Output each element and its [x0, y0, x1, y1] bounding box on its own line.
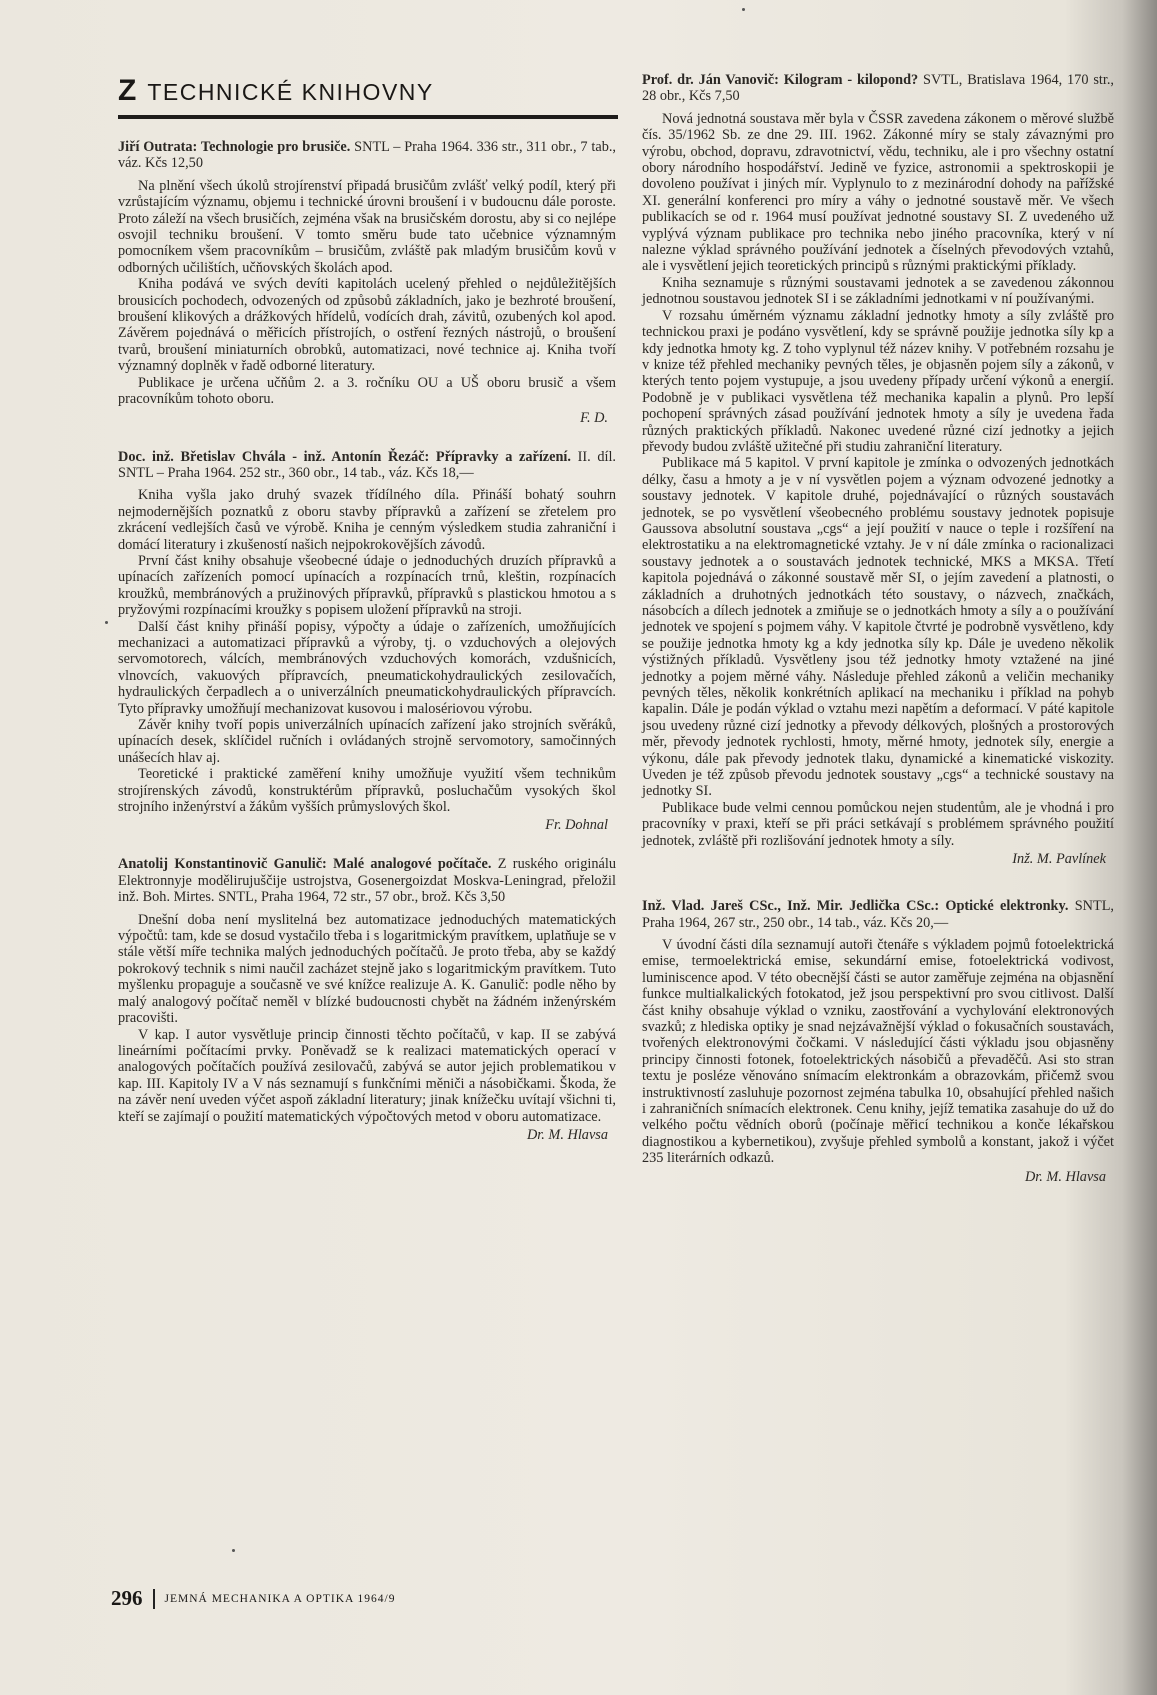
journal-name: JEMNÁ MECHANIKA A OPTIKA 1964/9	[164, 1592, 396, 1605]
review-signature: Fr. Dohnal	[545, 817, 608, 834]
review-publication-info: SVTL, Bratislava 1964, 170 str., 28 obr., Kčs 7,50	[642, 72, 1114, 105]
review-opticke-elektronky	[642, 898, 1114, 1186]
title-rule	[118, 115, 618, 119]
paragraph: Další část knihy přináší popisy, výpočty a údaje o zařízeních, umožňujících mechanizaci a automatizaci přípravků a výroby, tj. o vzduchových a olejových servomotorech, válcích, membránových vzduchových komorách, vzdušnicích, vlnovcích, vakuových přípravcích, pneumatickohydraulických zesilovačích, hydraulických čerpadlech a o univerzálních pneumatickohydraulických přípravcích. Tyto přípravky umožňují mechanizovat kusovou i malosériovou výrobu.	[118, 618, 616, 717]
review-bibliography	[642, 898, 1114, 931]
review-body	[642, 937, 1114, 1167]
review-body	[118, 487, 616, 815]
review-bibliography	[118, 449, 616, 482]
review-bibliography	[118, 856, 616, 905]
review-heading: Anatolij Konstantinovič Ganulič: Malé analogové počítače.	[118, 856, 492, 873]
print-speck	[232, 1549, 235, 1552]
section-title-initial: Z	[118, 74, 138, 107]
paragraph: Kniha seznamuje s různými soustavami jednotek a se zavedenou zákonnou jednotnou soustavou jednotek SI i se základními jednotkami v ní používanými.	[642, 274, 1114, 308]
review-heading: Jiří Outrata: Technologie pro brusiče.	[118, 139, 351, 155]
review-heading: Doc. inž. Břetislav Chvála - inž. Antonín Řezáč: Přípravky a zařízení.	[118, 448, 571, 465]
review-body	[118, 178, 616, 408]
review-publication-info: II. díl. SNTL – Praha 1964. 252 str., 360 obr., 14 tab., váz. Kčs 18,—	[118, 448, 616, 481]
review-brusice	[118, 139, 616, 427]
paragraph: Kniha vyšla jako druhý svazek třídílného díla. Přináší bohatý souhrn nejmodernějších poznatků z oboru stavby přípravků a zařízení se zřetelem pro zkrácení vedlejších časů ve výrobě. Kniha je cenným výsledkem studia zahraniční i domácí literatury i zkušeností našich nejpokrokovějších závodů.	[118, 487, 616, 553]
review-signature: Inž. M. Pavlínek	[1012, 851, 1106, 868]
review-analogove-pocitace	[118, 856, 616, 1144]
page-number: 296	[111, 1586, 143, 1610]
paragraph: V úvodní části díla seznamují autoři čtenáře s výkladem pojmů fotoelektrická emise, termoelektrická emise, sekundární emise, fotoelektrická vodivost, luminiscence apod. V této obecnější části se autor zaměřuje zejména na objasnění funkce multialkalických fotokatod, jež jsou perspektivní pro svou citlivost. Další část knihy obsahuje výklad o vzniku, zaostřování a vychylování elektronových svazků; z hlediska optiky je snad nejzávažnější výklad o fokusačních soustavách, tvořených elektronovými čočkami. V následující části výkladu jsou objasněny principy činnosti fotonek, fotoelektrických násobičů a převaděčů. Asi sto stran textu je posléze věnováno snímacím elektronkám a obrazovkám, přičemž svou instruktivností zasluhuje pozornost zejména tabulka 10, obsahující přehled našich i zahraničních snímacích elektronek. Cenu knihy, jejíž tematika zasahuje do už do velkého počtu vědních oborů (počínaje měřicí technikou a konče lékařskou diagnostikou a kybernetikou), zvyšuje přehled symbolů a konstant, jakož i výčet 235 literárních odkazů.	[642, 936, 1114, 1167]
left-column	[118, 72, 616, 1166]
review-body	[642, 111, 1114, 849]
section-title-text: TECHNICKÉ KNIHOVNY	[147, 79, 434, 105]
paragraph: Publikace má 5 kapitol. V první kapitole je zmínka o odvozených jednotkách délky, času a hmoty a je v ní vysvětlen pojem a význam odvozené jednotky a soustavy jednotek. V kapitole druhé, pojednávající o různých soustavách jednotek, se po vysvětlení všeobecného problému soustavy jednotek popisuje Gaussova absolutní soustava „cgs“ a její použití v nauce o teple i rozšíření na elektrostatiku a na elektromagnetické vztahy. Je v ní dále zmínka o racionalizaci soustavy jednotek a o soustavách jednotek technické, MKS a MKSA. Třetí kapitola pojednává o zákonné soustavě měr SI, o jejím zavedení a platnosti, o základních a druhotných jednotkách této soustavy, o názvech, značkách, násobcích a dílech jednotek a zmiňuje se o jednotkách hmoty a síly a o používání jednotek ve spojení s pojmem váhy. V kapitole čtvrté je podrobně vysvětleno, kdy se použije jednotka hmoty kg a kdy jednotka síly kp. Dále je uvedeno několik výstižných příkladů. Vysvětleny jsou též jednotky hmoty vztažené na jiné jednotky a pojem měrné váhy. Následuje přehled zákonů a veličin mechaniky pevných těles, několik konkrétních aplikací na mechaniku i příklad na pohyb kapalin. Dále je podán výklad o vztahu mezi napětím a deformací. V páté kapitole jsou uvedeny různé cizí jednotky a převody délkových, plošných a prostorových měr, převody jednotek rychlosti, hmoty, měrné hmoty, jednotek síly, energie a výkonu, dále pak převody jednotek tlaku, dynamické a kinematické viskozity. Uveden je též způsob převodu jednotek soustavy „cgs“ a technické soustavy na jednotky SI.	[642, 455, 1114, 800]
paragraph: Teoretické i praktické zaměření knihy umožňuje využití všem technikům strojírenských závodů, konstruktérům přípravků, posluchačům vysokých škol strojního inženýrství a žákům vyšších průmyslových škol.	[118, 766, 616, 816]
paragraph: Na plnění všech úkolů strojírenství připadá brusičům zvlášť velký podíl, který při vzrůstajícím významu, objemu i technické úrovni broušení i v budoucnu dále poroste. Proto záleží na všech brusičích, zejména však na brusičském dorostu, aby si co nejlépe osvojil techniku broušení. V tomto směru bude tato učebnice významným pomocníkem všem pracovníkům – brusičům, zvláště pak mladým brusičům kovů v odborných učilištích, učňovských školách apod.	[118, 177, 616, 276]
paragraph: Publikace je určena učňům 2. a 3. ročníku OU a UŠ oboru brusič a všem pracovníkům tohoto oboru.	[118, 374, 616, 408]
review-bibliography	[642, 72, 1114, 105]
review-kilogram-kilopond	[642, 72, 1114, 868]
print-speck	[742, 8, 745, 11]
right-column	[642, 72, 1114, 1208]
paragraph: Nová jednotná soustava měr byla v ČSSR zavedena zákonem o měrové službě čís. 35/1962 Sb. ze dne 29. III. 1962. Zákonné míry se staly závaznými pro výrobu, obchod, dopravu, zdravotnictví, vědu, techniku, ale i pro všechny ostatní obory národního hospodářství. Jedině ve fyzice, astronomii a spektroskopii je dovoleno používat i jiných mír. Vyplynulo to z mezinárodní dohody na pařížské XI. generální konferenci pro míry a váhy o jednotné soustavě měr. Ve všech publikacích se od r. 1964 musí používat jednotné soustavy SI. Z uvedeného už vyplývá význam publikace pro technika nebo jiného pracovníka, který v ní nalezne výklad správného používání jednotek a číselných převodových vztahů, ale i vysvětlení jejich teoretických principů s různými praktickými příklady.	[642, 110, 1114, 275]
section-title	[118, 74, 616, 107]
review-signature: Dr. M. Hlavsa	[526, 1126, 608, 1143]
review-body	[118, 912, 616, 1125]
paragraph: Kniha podává ve svých devíti kapitolách ucelený přehled o nejdůležitějších brousicích pochodech, odvozených od způsobů základních, jako je bezhroté broušení, broušení klikových a drážkových hřídelů, vodících drah, závitů, ozubených kol apod. Závěrem pojednává o měřicích přístrojích, o ostření řezných nástrojů, o broušení tvarů, broušení miniaturních obrobků, automatizaci, nové technice aj. Kniha tvoří významný doplněk v řadě odborné literatury.	[118, 276, 616, 375]
review-publication-info: Z ruského originálu Elektronnyje modělirujuščije ustrojstva, Gosenergoizdat Moskva-Leningrad, přeložil inž. Boh. Mirtes. SNTL, Praha 1964, 72 str., 57 obr., brož. Kčs 3,50	[118, 856, 616, 906]
review-publication-info: SNTL, Praha 1964, 267 str., 250 obr., 14 tab., váz. Kčs 20,—	[642, 898, 1115, 931]
review-heading: Prof. dr. Ján Vanovič: Kilogram - kilopond?	[642, 72, 919, 88]
review-signature: Dr. M. Hlavsa	[1024, 1168, 1106, 1185]
paragraph: V rozsahu úměrném významu základní jednotky hmoty a síly zvláště pro technickou praxi je podáno vysvětlení, kdy se správně použije jednotka síly kp a kdy jednotka hmoty kg. Z toho vyplynul též název knihy. V potřebném rozsahu je v knize též přehled mechaniky pevných těles, je objasněn pojem síly a zákonů, v kterých tento pojem vystupuje, a jsou uvedeny případy určení výkonů a energií. Podobně je v publikaci vysvětlena též mechanika kapalin a plynů. Pro lepší pochopení správných zásad používání jednotek hmoty a síly je uvedena řada různých praktických příkladů. Nakonec uvedené různé cizí jednotky a jejich převody budou zvláště užitečné při studiu zahraniční literatury.	[642, 307, 1114, 455]
review-bibliography	[118, 139, 616, 172]
review-pripravky	[118, 449, 616, 835]
footer-divider	[153, 1589, 155, 1609]
paragraph: Závěr knihy tvoří popis univerzálních upínacích zařízení jako strojních svěráků, upínacích desek, sklíčidel ručních i ovládaných strojně servomotory, samočinných unášecích hlav aj.	[118, 717, 616, 766]
print-speck	[105, 621, 108, 624]
page-footer	[111, 1586, 396, 1611]
review-signature: F. D.	[580, 409, 608, 426]
paragraph: Publikace bude velmi cennou pomůckou nejen studentům, ale je vhodná i pro pracovníky v praxi, kteří se při práci setkávají s problémem správného použití jednotek, zvláště při rozlišování jednotek hmoty a síly.	[642, 799, 1114, 849]
paragraph: První část knihy obsahuje všeobecné údaje o jednoduchých druzích přípravků a upínacích zařízeních pomocí upínacích a rozpínacích trnů, kleštin, rozpínacích kroužků, membránových a pružinových přípravků, přípravků s plastickou hmotou a s pryžovými rozpínacími kroužky s popisem uložení přípravků na stroji.	[118, 552, 616, 619]
paragraph: Dnešní doba není myslitelná bez automatizace jednoduchých matematických výpočtů: tam, kde se dosud vystačilo třeba i s logaritmickým pravítkem, uplatňuje se v stále větší míře technika malých jednoduchých počítačů. Je proto třeba, aby se každý pokrokový technik s nimi naučil zacházet stejně jako s logaritmickým pravítkem. Tuto myšlenku propaguje a současně ve své knížce realizuje A. K. Ganulič: podle něho by malý analogový počítač neměl v blízké budoucnosti chybět na žádném inženýrském pracovišti.	[118, 911, 616, 1027]
review-publication-info: SNTL – Praha 1964. 336 str., 311 obr., 7 tab., váz. Kčs 12,50	[118, 139, 616, 172]
paragraph: V kap. I autor vysvětluje princip činnosti těchto počítačů, v kap. II se zabývá lineárními počítacími prvky. Poněvadž se k realizaci matematických operací v analogových počítačích používá zesilovačů, zabývá se autor jejich problematikou v kap. III. Kapitoly IV a V nás seznamují s funkčními měniči a násobičkami. Škoda, že na závěr není uveden výčet aspoň základní literatury; jinak knížečku uvítají všichni ti, kteří se zajímají o použití matematických výpočtových metod v oboru automatizace.	[118, 1026, 616, 1125]
review-heading: Inž. Vlad. Jareš CSc., Inž. Mir. Jedlička CSc.: Optické elektronky.	[642, 898, 1069, 915]
